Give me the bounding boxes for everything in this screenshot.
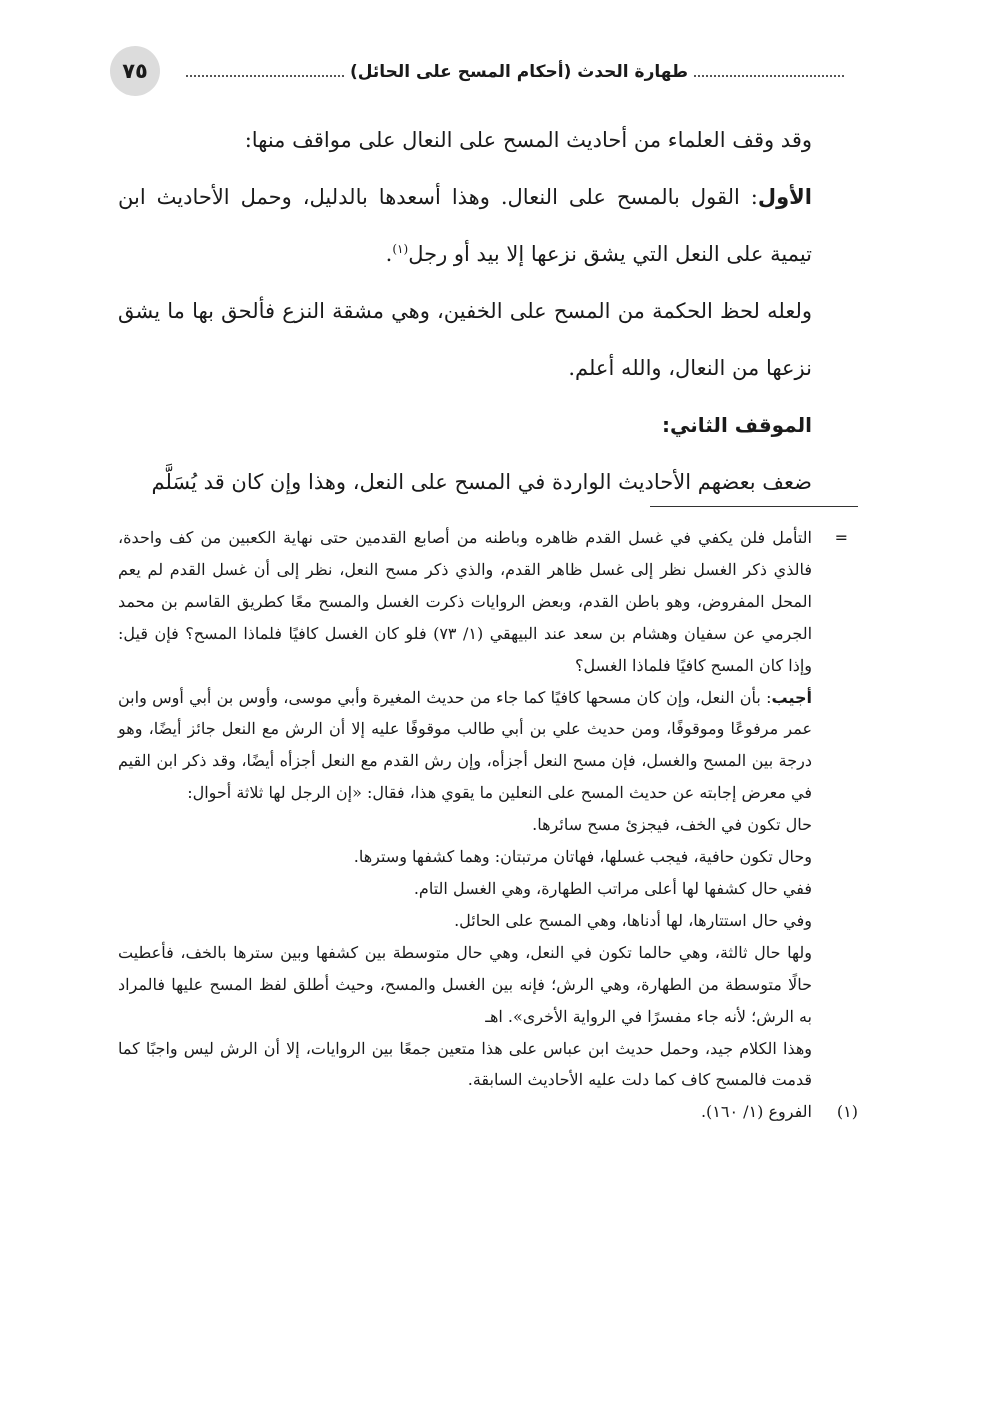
footnote-ref-1[interactable]: (١) xyxy=(392,242,409,256)
footnote-continuation xyxy=(118,522,858,682)
second-position-paragraph: ضعف بعضهم الأحاديث الواردة في المسح على النعل، وهذا وإن كان قد يُسَلَّم xyxy=(151,470,812,494)
leader-dots-right xyxy=(694,75,844,77)
running-title xyxy=(180,58,850,86)
main-text xyxy=(118,112,858,511)
footnote-1-text: الفروع (١/ ١٦٠). xyxy=(700,1102,812,1122)
conclusion-paragraph: وهذا الكلام جيد، وحمل حديث ابن عباس على هذا متعين جمعًا بين الروايات، إلا أن الرش ليس واجبًا كما قدمت فالمسح كاف كما دلت عليه الأحاديث السابقة. xyxy=(118,1038,813,1090)
footnote-1-number: (١) xyxy=(836,1102,858,1122)
first-position-end: . xyxy=(385,242,393,266)
answer-text: : بأن النعل، وإن كان مسحها كافيًا كما جاء من حديث المغيرة وأبي موسى، وأوس بن أبي أوس وابن عمر مرفوعًا وموقوفًا، ومن حديث علي بن أبي طالب موقوفًا عليه إلا أن الرش مع النعل جائز أيضًا، وهو درجة بين المسح والغسل، فإن مسح النعل أجزأه، وإن رش القدم مع النعل أجزأه أيضًا، وقد ذكر ابن القيم في معرض إجابته عن حديث المسح على النعلين ما يقوي هذا، فقال: «إن الرجل لها ثلاثة أحوال: xyxy=(118,687,812,803)
page-header xyxy=(110,46,850,98)
state-line-4: وفي حال استتارها، لها أدناها، وهي المسح على الحائل. xyxy=(454,910,812,930)
state-line-1: حال تكون في الخف، فيجزئ مسح سائرها. xyxy=(532,815,812,835)
second-position-heading: الموقف الثاني: xyxy=(662,413,812,437)
continuation-text: التأمل فلن يكفي في غسل القدم ظاهره وباطنه من أصابع القدمين حتى نهاية الكعبين من كف واحدة، فالذي ذكر الغسل نظر إلى غسل ظاهر القدم، والذي ذكر مسح النعل، نظر إلى أن غسل القدم لم يعم المحل المفروض، وهو باطن القدم، وبعض الروايات ذكرت الغسل والمسح معًا كطريق القاسم بن محمد الجرمي عن سفيان وهشام بن سعد عند البيهقي (١/ ٧٣) فلو كان الغسل كافيًا فلماذا المسح؟ فإن قيل: وإذا كان المسح كافيًا فلماذا الغسل؟ xyxy=(118,528,813,675)
first-position-text: : القول بالمسح على النعال. وهذا أسعدها بالدليل، وحمل الأحاديث ابن تيمية على النعل التي يشق نزعها إلا بيد أو رجل xyxy=(118,185,812,266)
leader-dots-left xyxy=(186,75,344,77)
footnote-separator xyxy=(650,506,858,507)
intro-paragraph: وقد وقف العلماء من أحاديث المسح على النعال على مواقف منها: xyxy=(244,128,812,152)
answer-label: أجيب xyxy=(771,687,812,707)
answer-paragraph xyxy=(118,682,858,810)
footnotes xyxy=(118,522,858,1128)
first-position-label: الأول xyxy=(757,185,812,209)
state-line-3: ففي حال كشفها لها أعلى مراتب الطهارة، وهي الغسل التام. xyxy=(413,878,812,898)
wisdom-paragraph: ولعله لحظ الحكمة من المسح على الخفين، وهي مشقة النزع فألحق بها ما يشق نزعها من النعال، والله أعلم. xyxy=(118,299,812,380)
running-title-text: طهارة الحدث (أحكام المسح على الحائل) xyxy=(349,62,688,82)
state-line-2: وحال تكون حافية، فيجب غسلها، فهاتان مرتبتان: وهما كشفها وسترها. xyxy=(353,847,812,867)
continuation-mark: = xyxy=(834,528,848,547)
footnote-1 xyxy=(118,1096,858,1128)
first-position-paragraph xyxy=(118,169,858,283)
third-state-paragraph: ولها حال ثالثة، وهي حالما تكون في النعل، وهي حال متوسطة بين كشفها وبين سترها بالخف، فأعطيت حالًا متوسطة من الطهارة، وهي الرش؛ فإنه بين الغسل والمسح، وحيث أطلق لفظ المسح عليها فالمراد به الرش؛ لأنه جاء مفسرًا في الرواية الأخرى». اهـ xyxy=(118,942,813,1026)
page-number-badge: ٧٥ xyxy=(110,46,160,96)
